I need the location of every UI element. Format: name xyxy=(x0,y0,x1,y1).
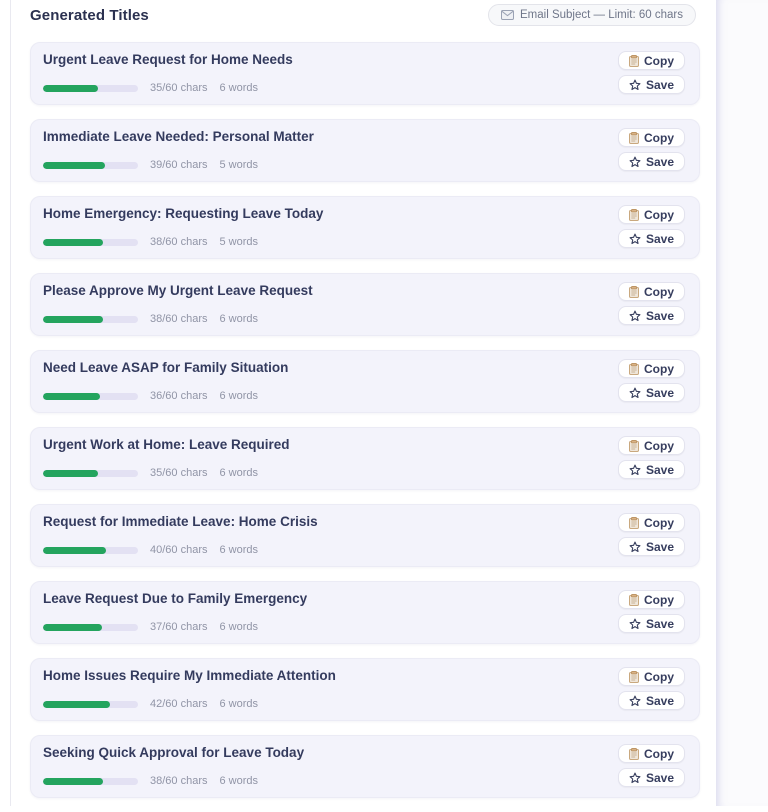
copy-button[interactable] xyxy=(618,436,685,455)
limit-badge-label: Email Subject — Limit: 60 chars xyxy=(520,9,683,21)
progress-track xyxy=(43,778,138,785)
title-text: Need Leave ASAP for Family Situation xyxy=(43,360,289,375)
save-button[interactable] xyxy=(618,306,685,325)
progress-track xyxy=(43,624,138,631)
clipboard-icon xyxy=(629,132,639,144)
card-actions xyxy=(618,513,685,556)
word-count: 6 words xyxy=(219,621,259,633)
card-actions xyxy=(618,205,685,248)
limit-badge xyxy=(488,4,696,26)
progress-fill xyxy=(43,778,103,785)
char-count: 37/60 chars xyxy=(150,621,208,633)
progress-fill xyxy=(43,470,98,477)
card-actions xyxy=(618,128,685,171)
save-button-label: Save xyxy=(645,693,674,708)
title-card xyxy=(30,42,700,105)
char-count: 42/60 chars xyxy=(150,698,208,710)
star-icon xyxy=(629,541,641,553)
copy-button-label: Copy xyxy=(644,515,674,530)
star-icon xyxy=(629,387,641,399)
save-button[interactable] xyxy=(618,229,685,248)
clipboard-icon xyxy=(629,55,639,67)
char-count: 35/60 chars xyxy=(150,82,208,94)
save-button[interactable] xyxy=(618,614,685,633)
char-count: 35/60 chars xyxy=(150,467,208,479)
char-count: 40/60 chars xyxy=(150,544,208,556)
save-button[interactable] xyxy=(618,460,685,479)
star-icon xyxy=(629,772,641,784)
word-count: 6 words xyxy=(219,390,259,402)
char-count: 36/60 chars xyxy=(150,390,208,402)
progress-track xyxy=(43,85,138,92)
copy-button[interactable] xyxy=(618,51,685,70)
word-count: 6 words xyxy=(219,775,259,787)
title-text: Request for Immediate Leave: Home Crisis xyxy=(43,514,318,529)
title-text: Home Emergency: Requesting Leave Today xyxy=(43,206,324,221)
word-count: 6 words xyxy=(219,698,259,710)
card-content xyxy=(43,283,313,325)
progress-fill xyxy=(43,162,105,169)
progress-fill xyxy=(43,316,103,323)
progress-fill xyxy=(43,701,110,708)
clipboard-icon xyxy=(629,594,639,606)
char-count: 38/60 chars xyxy=(150,236,208,248)
title-card xyxy=(30,119,700,182)
title-card xyxy=(30,427,700,490)
card-actions xyxy=(618,359,685,402)
title-text: Please Approve My Urgent Leave Request xyxy=(43,283,313,298)
copy-button[interactable] xyxy=(618,128,685,147)
title-card xyxy=(30,735,700,798)
progress-fill xyxy=(43,547,106,554)
save-button-label: Save xyxy=(645,385,674,400)
card-content xyxy=(43,745,304,787)
copy-button-label: Copy xyxy=(644,130,674,145)
save-button-label: Save xyxy=(645,462,674,477)
card-content xyxy=(43,514,318,556)
word-count: 6 words xyxy=(219,544,259,556)
save-button[interactable] xyxy=(618,768,685,787)
title-text: Urgent Leave Request for Home Needs xyxy=(43,52,293,67)
word-count: 5 words xyxy=(219,236,259,248)
progress-fill xyxy=(43,393,100,400)
char-progress xyxy=(43,467,290,479)
card-content xyxy=(43,591,307,633)
title-text: Urgent Work at Home: Leave Required xyxy=(43,437,290,452)
title-card xyxy=(30,581,700,644)
char-progress xyxy=(43,775,304,787)
clipboard-icon xyxy=(629,517,639,529)
card-actions xyxy=(618,436,685,479)
title-card xyxy=(30,658,700,721)
email-icon xyxy=(501,10,514,20)
copy-button[interactable] xyxy=(618,590,685,609)
copy-button[interactable] xyxy=(618,513,685,532)
save-button-label: Save xyxy=(645,154,674,169)
progress-fill xyxy=(43,624,102,631)
copy-button-label: Copy xyxy=(644,438,674,453)
clipboard-icon xyxy=(629,748,639,760)
char-count: 38/60 chars xyxy=(150,313,208,325)
char-progress xyxy=(43,621,307,633)
copy-button-label: Copy xyxy=(644,592,674,607)
char-progress xyxy=(43,390,288,402)
title-text: Home Issues Require My Immediate Attention xyxy=(43,668,336,683)
copy-button[interactable] xyxy=(618,359,685,378)
char-progress xyxy=(43,236,323,248)
card-actions xyxy=(618,282,685,325)
char-progress xyxy=(43,159,314,171)
save-button-label: Save xyxy=(645,770,674,785)
save-button[interactable] xyxy=(618,383,685,402)
save-button[interactable] xyxy=(618,152,685,171)
save-button[interactable] xyxy=(618,75,685,94)
save-button[interactable] xyxy=(618,537,685,556)
card-content xyxy=(43,360,288,402)
star-icon xyxy=(629,695,641,707)
copy-button-label: Copy xyxy=(644,669,674,684)
card-actions xyxy=(618,667,685,710)
clipboard-icon xyxy=(629,363,639,375)
star-icon xyxy=(629,156,641,168)
word-count: 6 words xyxy=(219,82,259,94)
progress-track xyxy=(43,316,138,323)
page-title: Generated Titles xyxy=(30,6,149,24)
char-progress xyxy=(43,82,293,94)
save-button-label: Save xyxy=(645,77,674,92)
progress-track xyxy=(43,547,138,554)
word-count: 6 words xyxy=(219,313,259,325)
title-card xyxy=(30,350,700,413)
char-count: 39/60 chars xyxy=(150,159,208,171)
word-count: 5 words xyxy=(219,159,259,171)
progress-track xyxy=(43,701,138,708)
card-actions xyxy=(618,744,685,787)
copy-button[interactable] xyxy=(618,744,685,763)
title-card xyxy=(30,273,700,336)
progress-track xyxy=(43,162,138,169)
title-text: Seeking Quick Approval for Leave Today xyxy=(43,745,305,760)
char-progress xyxy=(43,544,318,556)
star-icon xyxy=(629,233,641,245)
char-progress xyxy=(43,698,336,710)
title-card xyxy=(30,504,700,567)
card-content xyxy=(43,129,314,171)
card-actions xyxy=(618,590,685,633)
star-icon xyxy=(629,464,641,476)
card-content xyxy=(43,437,290,479)
copy-button[interactable] xyxy=(618,282,685,301)
copy-button[interactable] xyxy=(618,205,685,224)
card-actions xyxy=(618,51,685,94)
progress-fill xyxy=(43,85,98,92)
save-button-label: Save xyxy=(645,616,674,631)
clipboard-icon xyxy=(629,209,639,221)
copy-button-label: Copy xyxy=(644,746,674,761)
page-right-gutter xyxy=(716,0,768,806)
save-button-label: Save xyxy=(645,231,674,246)
copy-button-label: Copy xyxy=(644,284,674,299)
card-content xyxy=(43,668,336,710)
save-button[interactable] xyxy=(618,691,685,710)
progress-track xyxy=(43,239,138,246)
card-content xyxy=(43,206,323,248)
progress-fill xyxy=(43,239,103,246)
star-icon xyxy=(629,310,641,322)
title-text: Leave Request Due to Family Emergency xyxy=(43,591,308,606)
word-count: 6 words xyxy=(219,467,259,479)
char-count: 38/60 chars xyxy=(150,775,208,787)
clipboard-icon xyxy=(629,440,639,452)
copy-button[interactable] xyxy=(618,667,685,686)
copy-button-label: Copy xyxy=(644,207,674,222)
clipboard-icon xyxy=(629,671,639,683)
star-icon xyxy=(629,79,641,91)
title-text: Immediate Leave Needed: Personal Matter xyxy=(43,129,314,144)
char-progress xyxy=(43,313,313,325)
card-content xyxy=(43,52,293,94)
panel-header xyxy=(11,0,716,26)
titles-list xyxy=(11,42,716,798)
copy-button-label: Copy xyxy=(644,53,674,68)
star-icon xyxy=(629,618,641,630)
progress-track xyxy=(43,470,138,477)
copy-button-label: Copy xyxy=(644,361,674,376)
save-button-label: Save xyxy=(645,308,674,323)
generated-titles-panel xyxy=(11,0,716,812)
clipboard-icon xyxy=(629,286,639,298)
progress-track xyxy=(43,393,138,400)
save-button-label: Save xyxy=(645,539,674,554)
title-card xyxy=(30,196,700,259)
